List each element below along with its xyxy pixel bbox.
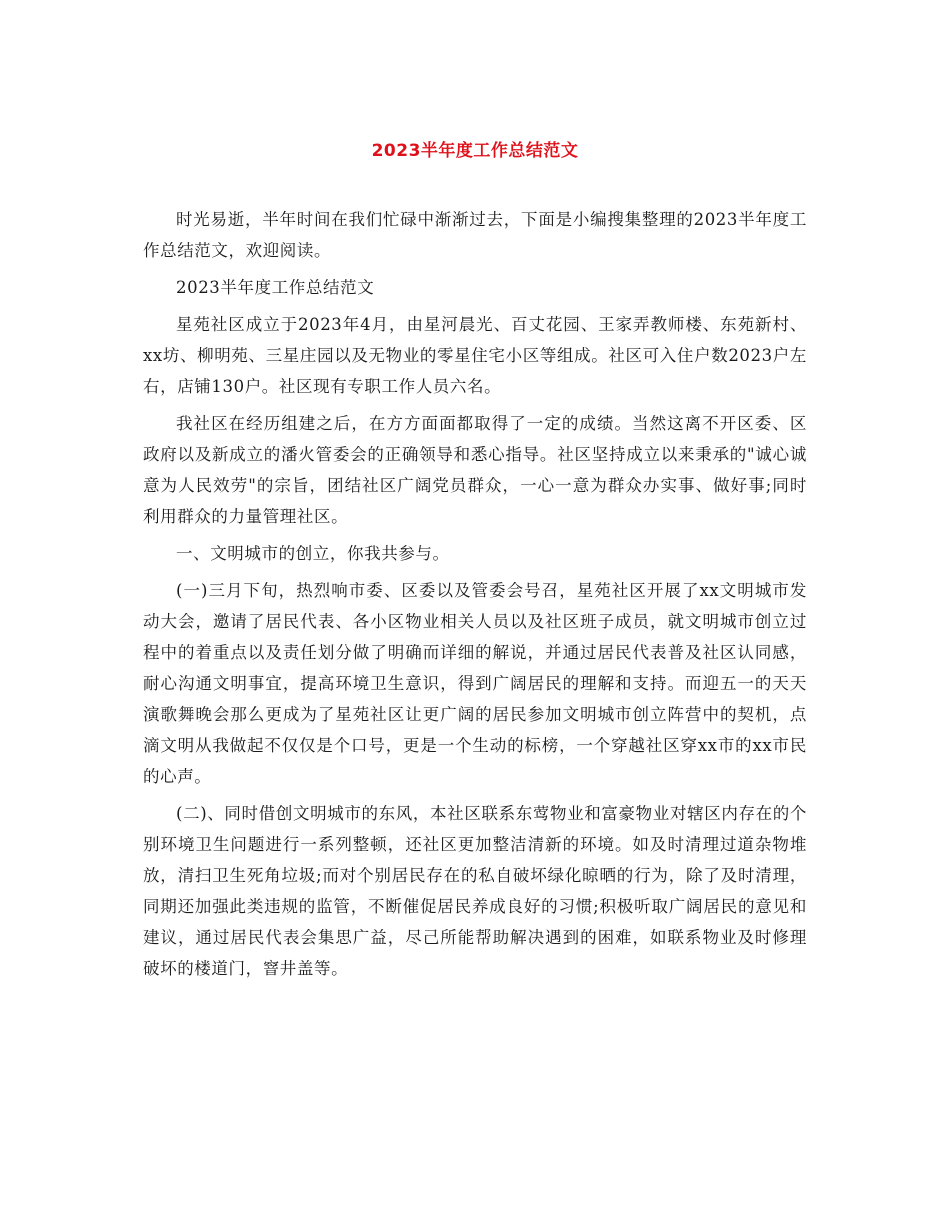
document-body — [143, 204, 807, 990]
item-two-paragraph: (二)、同时借创文明城市的东风，本社区联系东莺物业和富豪物业对辖区内存在的个别环境卫生问题进行一系列整顿，还社区更加整洁清新的环境。如及时清理过道杂物堆放，清扫卫生死角垃圾;而对个别居民存在的私自破坏绿化晾晒的行为，除了及时清理，同期还加强此类违规的监管，不断催促居民养成良好的习惯;积极听取广阔居民的意见和建议，通过居民代表会集思广益，尽己所能帮助解决遇到的困难，如联系物业及时修理破坏的楼道门，窨井盖等。 — [143, 804, 807, 978]
section-heading: 2023半年度工作总结范文 — [176, 278, 375, 297]
achievements-paragraph: 我社区在经历组建之后，在方方面面都取得了一定的成绩。当然这离不开区委、区政府以及新成立的潘火管委会的正确领导和悉心指导。社区坚持成立以来秉承的"诚心诚意为人民效劳"的宗旨，团结社区广阔党员群众，一心一意为群众办实事、做好事;同时利用群众的力量管理社区。 — [143, 414, 807, 526]
intro-paragraph: 时光易逝，半年时间在我们忙碌中渐渐过去，下面是小编搜集整理的2023半年度工作总结范文，欢迎阅读。 — [143, 210, 807, 260]
community-overview-paragraph: 星苑社区成立于2023年4月，由星河晨光、百丈花园、王家弄教师楼、东苑新村、xx坊、柳明苑、三星庄园以及无物业的零星住宅小区等组成。社区可入住户数2023户左右，店铺130户。社区现有专职工作人员六名。 — [143, 315, 807, 396]
civilized-city-heading: 一、文明城市的创立，你我共参与。 — [176, 544, 450, 563]
document-title: 2023半年度工作总结范文 — [371, 141, 579, 161]
item-one-paragraph: (一)三月下旬，热烈响市委、区委以及管委会号召，星苑社区开展了xx文明城市发动大会，邀请了居民代表、各小区物业相关人员以及社区班子成员，就文明城市创立过程中的着重点以及责任划分做了明确而详细的解说，并通过居民代表普及社区认同感，耐心沟通文明事宜，提高环境卫生意识，得到广阔居民的理解和支持。而迎五一的天天演歌舞晚会那么更成为了星苑社区让更广阔的居民参加文明城市创立阵营中的契机，点滴文明从我做起不仅仅是个口号，更是一个生动的标榜，一个穿越社区穿xx市的xx市民的心声。 — [143, 581, 807, 786]
